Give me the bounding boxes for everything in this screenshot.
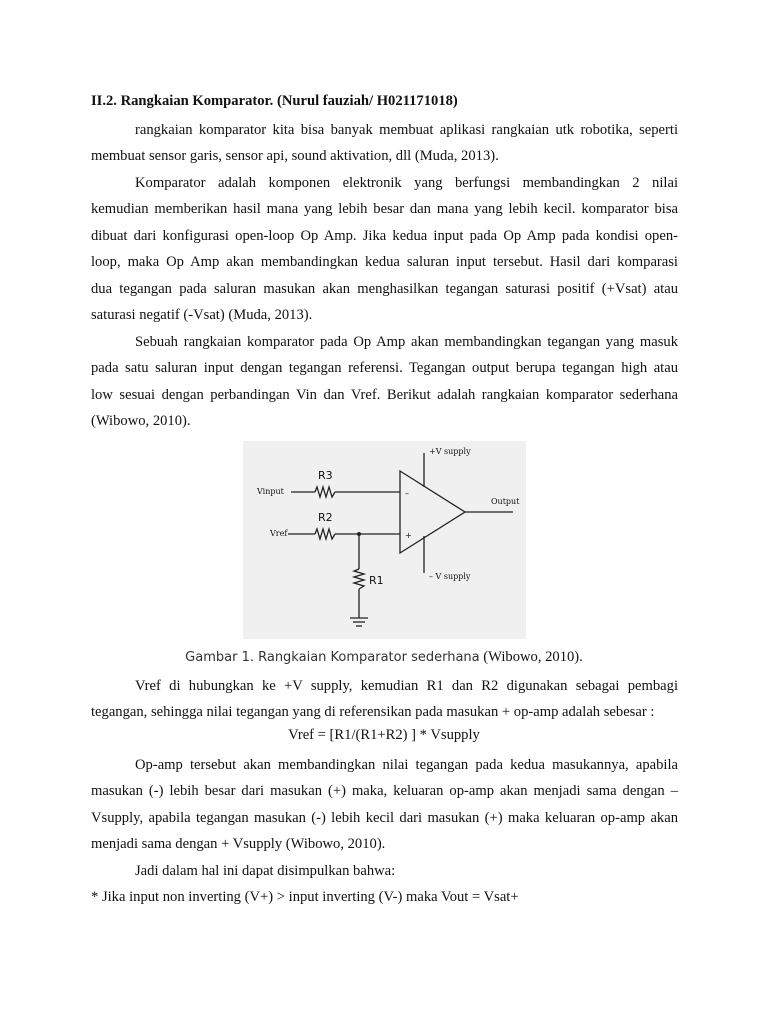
paragraph-line: (Wibowo, 2010). xyxy=(91,413,191,430)
noninverting-input-sign: + xyxy=(405,531,412,540)
paragraph-1 xyxy=(91,117,678,170)
paragraph-2 xyxy=(91,170,678,328)
r1-label: R1 xyxy=(369,574,384,587)
paragraph-5 xyxy=(91,752,678,858)
paragraph-line: dua tegangan pada saluran masukan akan menghasilkan tegangan saturasi positif (+Vsat) atau xyxy=(91,280,678,297)
inverting-input-sign: – xyxy=(405,489,409,498)
paragraph-line: kemudian memberikan hasil mana yang lebih besar dan mana yang lebih kecil. komparator bisa xyxy=(91,201,678,218)
paragraph-line: Sebuah rangkaian komparator pada Op Amp akan membandingkan tegangan yang masuk xyxy=(135,334,678,350)
figure-caption-citation: (Wibowo, 2010). xyxy=(479,649,583,665)
paragraph-line: Op-amp tersebut akan membandingkan nilai tegangan pada kedua masukannya, apabila xyxy=(135,757,678,773)
paragraph-line: pada satu saluran input dengan tegangan referensi. Tegangan output berupa tegangan high atau xyxy=(91,360,678,377)
paragraph-line: menjadi sama dengan + Vsupply (Wibowo, 2010). xyxy=(91,836,386,853)
r3-label: R3 xyxy=(318,469,333,482)
conclusion-bullet: * Jika input non inverting (V+) > input inverting (V-) maka Vout = Vsat+ xyxy=(91,889,519,905)
paragraph-4 xyxy=(91,673,678,726)
paragraph-line: Vsupply, apabila tegangan masukan (-) lebih kecil dari masukan (+) maka keluaran op-amp akan xyxy=(91,809,678,826)
op-amp-triangle xyxy=(400,471,465,553)
paragraph-line: low sesuai dengan perbandingan Vin dan Vref. Berikut adalah rangkaian komparator sederhana xyxy=(91,386,678,403)
circuit-diagram xyxy=(243,441,526,639)
r2-resistor xyxy=(315,529,335,539)
paragraph-line: Vref di hubungkan ke +V supply, kemudian R1 dan R2 digunakan sebagai pembagi xyxy=(135,678,678,694)
vsupply-pos-label: +V supply xyxy=(429,447,471,456)
paragraph-line: saturasi negatif (-Vsat) (Muda, 2013). xyxy=(91,307,313,324)
paragraph-line: Komparator adalah komponen elektronik yang berfungsi membandingkan 2 nilai xyxy=(135,175,678,191)
figure-caption xyxy=(0,649,768,666)
r1-resistor xyxy=(354,569,364,589)
paragraph-6 xyxy=(91,858,678,884)
r2-label: R2 xyxy=(318,511,333,524)
r3-resistor xyxy=(315,487,335,497)
paragraph-line: tegangan, sehingga nilai tegangan yang di referensikan pada masukan + op-amp adalah sebesar : xyxy=(91,704,655,721)
paragraph-line: membuat sensor garis, sensor api, sound aktivation, dll (Muda, 2013). xyxy=(91,148,499,165)
paragraph-line: Jadi dalam hal ini dapat disimpulkan bahwa: xyxy=(135,863,396,879)
paragraph-line: dibuat dari konfigurasi open-loop Op Amp. Jika kedua input pada Op Amp pada kondisi open- xyxy=(91,227,678,244)
paragraph-line: loop, maka Op Amp akan membandingkan kedua saluran input tersebut. Hasil dari komparasi xyxy=(91,254,678,271)
vsupply-neg-label: – V supply xyxy=(429,572,471,581)
vref-label: Vref xyxy=(270,529,288,538)
section-heading: II.2. Rangkaian Komparator. (Nurul fauziah/ H021171018) xyxy=(91,93,458,109)
vref-formula: Vref = [R1/(R1+R2) ] * Vsupply xyxy=(288,727,480,743)
vinput-label: Vinput xyxy=(257,487,284,496)
comparator-circuit-figure xyxy=(243,441,526,639)
junction-dot xyxy=(357,532,361,536)
paragraph-line: rangkaian komparator kita bisa banyak membuat aplikasi rangkaian utk robotika, seperti xyxy=(135,122,678,138)
output-label: Output xyxy=(491,497,520,506)
paragraph-3 xyxy=(91,329,678,435)
paragraph-line: masukan (-) lebih besar dari masukan (+) maka, keluaran op-amp akan menjadi sama dengan – xyxy=(91,783,678,800)
figure-caption-title: Gambar 1. Rangkaian Komparator sederhana xyxy=(185,650,480,665)
